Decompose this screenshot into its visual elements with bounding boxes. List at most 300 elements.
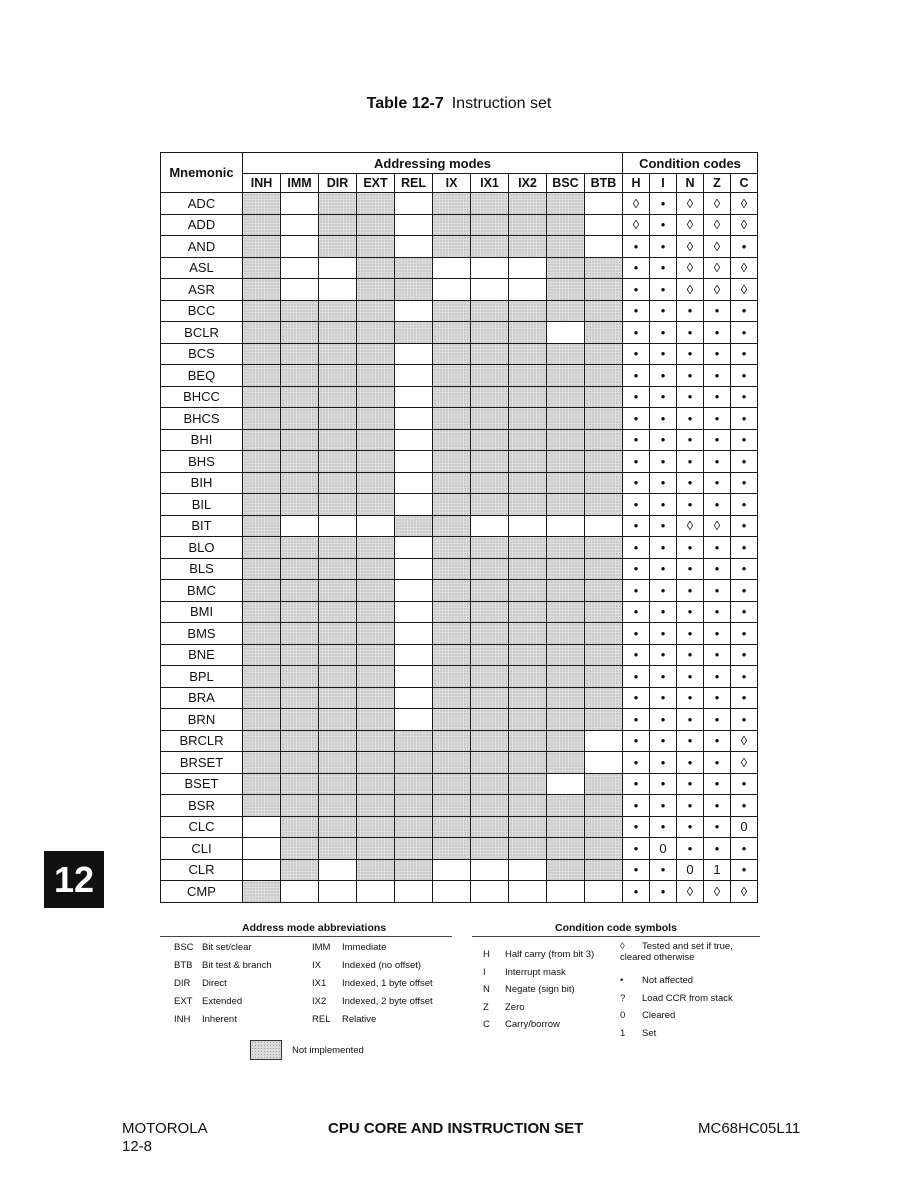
mode-cell <box>433 881 471 903</box>
mode-abbreviation: IX <box>312 960 321 971</box>
mode-cell <box>395 644 433 666</box>
legend-item <box>620 1010 675 1021</box>
not-implemented-cell <box>585 666 623 688</box>
condition-code-cell: • <box>623 429 650 451</box>
condition-code-cell: ◊ <box>731 257 758 279</box>
condition-code-cell: • <box>650 193 677 215</box>
not-implemented-cell <box>319 494 357 516</box>
mnemonic-cell: BMC <box>161 580 243 602</box>
column-header-row <box>161 174 758 193</box>
condition-description: Zero <box>505 1001 525 1013</box>
not-implemented-cell <box>471 816 509 838</box>
condition-code-cell: • <box>677 558 704 580</box>
condition-code-cell: • <box>623 451 650 473</box>
not-implemented-cell <box>509 386 547 408</box>
not-implemented-cell <box>509 709 547 731</box>
not-implemented-cell <box>433 322 471 344</box>
legend-item <box>312 996 433 1007</box>
not-implemented-cell <box>509 451 547 473</box>
condition-code-cell: ◊ <box>704 257 731 279</box>
condition-code-cell: ◊ <box>677 515 704 537</box>
condition-code-cell: ◊ <box>677 279 704 301</box>
condition-description: Carry/borrow <box>505 1019 560 1030</box>
condition-code-cell: • <box>650 322 677 344</box>
condition-code-cell: • <box>623 365 650 387</box>
mode-cell <box>585 515 623 537</box>
table-row <box>161 257 758 279</box>
mode-cell <box>357 881 395 903</box>
condition-code-cell: • <box>731 429 758 451</box>
not-implemented-cell <box>357 257 395 279</box>
not-implemented-cell <box>471 601 509 623</box>
condition-code-cell: • <box>731 343 758 365</box>
not-implemented-cell <box>433 558 471 580</box>
not-implemented-cell <box>319 472 357 494</box>
condition-code-cell: • <box>650 644 677 666</box>
not-implemented-cell <box>547 709 585 731</box>
condition-code-cell: • <box>704 666 731 688</box>
condition-code-cell: • <box>623 580 650 602</box>
mode-description: Immediate <box>342 942 387 953</box>
condition-code-cell: • <box>677 494 704 516</box>
condition-code-cell: • <box>677 537 704 559</box>
condition-code-cell: • <box>731 709 758 731</box>
table-row <box>161 494 758 516</box>
condition-code-cell: ◊ <box>731 214 758 236</box>
legend-item <box>483 949 594 960</box>
mnemonic-cell: CMP <box>161 881 243 903</box>
not-implemented-cell <box>395 838 433 860</box>
not-implemented-cell <box>433 709 471 731</box>
condition-code-cell: ◊ <box>731 730 758 752</box>
condition-code-cell: • <box>650 558 677 580</box>
condition-code-cell: ◊ <box>623 214 650 236</box>
condition-code-cell: • <box>623 623 650 645</box>
mode-header-ix2: IX2 <box>509 174 547 193</box>
condition-code-cell: • <box>731 537 758 559</box>
condition-code-cell: • <box>623 494 650 516</box>
not-implemented-cell <box>471 773 509 795</box>
not-implemented-cell <box>585 773 623 795</box>
condition-code-cell: • <box>704 494 731 516</box>
not-implemented-cell <box>547 601 585 623</box>
mode-cell <box>585 193 623 215</box>
table-title: Instruction set <box>451 95 552 112</box>
mnemonic-cell: ADD <box>161 214 243 236</box>
mnemonic-cell: BHI <box>161 429 243 451</box>
not-implemented-cell <box>357 601 395 623</box>
condition-code-cell: • <box>731 386 758 408</box>
not-implemented-cell <box>281 408 319 430</box>
mode-cell <box>395 666 433 688</box>
legend-item <box>620 1028 656 1039</box>
not-implemented-cell <box>471 537 509 559</box>
not-implemented-cell <box>471 451 509 473</box>
mode-cell <box>509 859 547 881</box>
not-implemented-cell <box>471 730 509 752</box>
table-row <box>161 386 758 408</box>
not-implemented-cell <box>357 644 395 666</box>
table-row <box>161 408 758 430</box>
not-implemented-cell <box>509 343 547 365</box>
mnemonic-cell: BMI <box>161 601 243 623</box>
condition-code-cell: • <box>677 601 704 623</box>
condition-code-cell: • <box>731 494 758 516</box>
mode-cell <box>395 687 433 709</box>
condition-code-cell: • <box>704 687 731 709</box>
not-implemented-cell <box>319 580 357 602</box>
mnemonic-cell: BHCC <box>161 386 243 408</box>
not-implemented-cell <box>547 429 585 451</box>
mnemonic-cell: BHS <box>161 451 243 473</box>
mode-cell <box>509 515 547 537</box>
condition-code-cell: • <box>650 537 677 559</box>
mode-cell <box>281 193 319 215</box>
condition-code-cell: • <box>623 601 650 623</box>
table-caption <box>0 95 918 113</box>
not-implemented-cell <box>433 300 471 322</box>
mode-cell <box>281 214 319 236</box>
mode-cell <box>471 257 509 279</box>
not-implemented-cell <box>433 687 471 709</box>
mode-cell <box>471 279 509 301</box>
condition-code-cell: • <box>650 408 677 430</box>
not-implemented-cell <box>281 752 319 774</box>
not-implemented-cell <box>585 709 623 731</box>
not-implemented-cell <box>281 429 319 451</box>
condition-code-cell: • <box>623 752 650 774</box>
mode-abbreviation: BSC <box>174 942 194 953</box>
not-implemented-cell <box>547 365 585 387</box>
legend-item <box>620 941 740 963</box>
not-implemented-cell <box>319 429 357 451</box>
not-implemented-cell <box>433 193 471 215</box>
not-implemented-cell <box>433 666 471 688</box>
mode-cell <box>395 193 433 215</box>
not-implemented-cell <box>243 236 281 258</box>
flag-header-z: Z <box>704 174 731 193</box>
table-row <box>161 580 758 602</box>
not-implemented-cell <box>433 494 471 516</box>
not-implemented-cell <box>357 365 395 387</box>
not-implemented-cell <box>471 623 509 645</box>
flag-header-n: N <box>677 174 704 193</box>
mode-cell <box>433 859 471 881</box>
condition-code-cell: • <box>623 386 650 408</box>
condition-code-cell: • <box>623 881 650 903</box>
not-implemented-cell <box>509 601 547 623</box>
not-implemented-cell <box>433 644 471 666</box>
condition-code-cell: • <box>704 730 731 752</box>
not-implemented-cell <box>357 537 395 559</box>
not-implemented-cell <box>357 300 395 322</box>
condition-code-cell: • <box>704 429 731 451</box>
condition-code-cell: ◊ <box>731 752 758 774</box>
not-implemented-cell <box>281 558 319 580</box>
mnemonic-cell: BMS <box>161 623 243 645</box>
condition-code-cell: • <box>677 752 704 774</box>
mnemonic-cell: BCLR <box>161 322 243 344</box>
condition-code-cell: • <box>704 816 731 838</box>
not-implemented-cell <box>395 752 433 774</box>
table-row <box>161 279 758 301</box>
condition-symbol: C <box>483 1019 490 1030</box>
legend-divider <box>160 936 452 937</box>
not-implemented-cell <box>585 623 623 645</box>
not-implemented-cell <box>471 558 509 580</box>
not-implemented-cell <box>471 644 509 666</box>
mode-cell <box>585 752 623 774</box>
not-implemented-cell <box>547 279 585 301</box>
condition-code-cell: • <box>623 300 650 322</box>
condition-code-cell: • <box>650 709 677 731</box>
mode-description: Bit set/clear <box>202 942 252 953</box>
table-row <box>161 322 758 344</box>
condition-code-cell: • <box>677 300 704 322</box>
condition-code-cell: ◊ <box>677 193 704 215</box>
mnemonic-cell: BCS <box>161 343 243 365</box>
mnemonic-cell: BRA <box>161 687 243 709</box>
condition-symbol: ? <box>620 992 626 1004</box>
condition-code-cell: • <box>704 451 731 473</box>
mode-cell <box>471 859 509 881</box>
not-implemented-cell <box>471 580 509 602</box>
addressing-modes-header: Addressing modes <box>243 153 623 174</box>
not-implemented-cell <box>243 429 281 451</box>
condition-code-cell: • <box>731 451 758 473</box>
condition-code-cell: • <box>650 429 677 451</box>
mode-cell <box>395 236 433 258</box>
mode-cell <box>585 881 623 903</box>
mode-cell <box>395 343 433 365</box>
not-implemented-cell <box>281 623 319 645</box>
condition-code-cell: • <box>731 666 758 688</box>
condition-code-cell: • <box>650 386 677 408</box>
not-implemented-cell <box>243 343 281 365</box>
not-implemented-cell <box>319 365 357 387</box>
not-implemented-cell <box>433 343 471 365</box>
not-implemented-cell <box>281 644 319 666</box>
not-implemented-cell <box>547 730 585 752</box>
chapter-tab: 12 <box>44 851 104 908</box>
not-implemented-cell <box>433 816 471 838</box>
not-implemented-cell <box>243 580 281 602</box>
condition-code-cell: • <box>731 236 758 258</box>
legend-item <box>312 978 433 989</box>
not-implemented-cell <box>471 300 509 322</box>
condition-code-cell: • <box>623 687 650 709</box>
condition-code-cell: • <box>650 343 677 365</box>
mode-abbreviation: DIR <box>174 978 191 989</box>
mnemonic-header: Mnemonic <box>161 153 243 193</box>
not-implemented-cell <box>509 795 547 817</box>
not-implemented-cell <box>471 322 509 344</box>
not-implemented-cell <box>357 386 395 408</box>
condition-code-cell: • <box>650 365 677 387</box>
not-implemented-cell <box>547 838 585 860</box>
not-implemented-cell <box>319 709 357 731</box>
condition-code-cell: • <box>731 773 758 795</box>
not-implemented-cell <box>509 816 547 838</box>
not-implemented-cell <box>319 408 357 430</box>
condition-code-cell: • <box>650 795 677 817</box>
condition-code-cell: • <box>704 623 731 645</box>
mode-cell <box>395 623 433 645</box>
condition-code-cell: ◊ <box>704 193 731 215</box>
mode-cell <box>281 236 319 258</box>
not-implemented-cell <box>509 666 547 688</box>
not-implemented-cell <box>281 666 319 688</box>
table-row <box>161 558 758 580</box>
not-implemented-cell <box>319 386 357 408</box>
footer-brand: MOTOROLA <box>122 1120 208 1137</box>
condition-code-cell: • <box>623 515 650 537</box>
not-implemented-cell <box>319 795 357 817</box>
condition-code-cell: • <box>650 752 677 774</box>
not-implemented-cell <box>357 236 395 258</box>
mnemonic-cell: ASL <box>161 257 243 279</box>
not-implemented-cell <box>319 343 357 365</box>
condition-code-cell: ◊ <box>704 515 731 537</box>
footer-part-number: MC68HC05L11 <box>698 1120 801 1137</box>
condition-code-cell: • <box>623 795 650 817</box>
table-row <box>161 193 758 215</box>
mode-header-btb: BTB <box>585 174 623 193</box>
mode-header-ix1: IX1 <box>471 174 509 193</box>
table-row <box>161 429 758 451</box>
condition-code-cell: • <box>650 236 677 258</box>
condition-code-cell: • <box>623 343 650 365</box>
address-mode-legend-title: Address mode abbreviations <box>242 922 387 934</box>
not-implemented-cell <box>319 558 357 580</box>
mode-header-ix: IX <box>433 174 471 193</box>
mode-cell <box>281 257 319 279</box>
mode-abbreviation: IX1 <box>312 978 327 989</box>
condition-symbol: N <box>483 984 490 995</box>
footer-section-title: CPU CORE AND INSTRUCTION SET <box>328 1120 584 1137</box>
condition-code-cell: • <box>650 494 677 516</box>
not-implemented-cell <box>585 257 623 279</box>
condition-symbol: 0 <box>620 1010 626 1021</box>
mode-cell <box>547 773 585 795</box>
not-implemented-cell <box>471 214 509 236</box>
not-implemented-cell <box>319 816 357 838</box>
not-implemented-cell <box>243 537 281 559</box>
table-row <box>161 687 758 709</box>
table-row <box>161 795 758 817</box>
condition-symbol: • <box>620 975 624 986</box>
condition-code-cell: 1 <box>704 859 731 881</box>
mode-description: Indexed, 2 byte offset <box>342 996 433 1007</box>
not-implemented-cell <box>585 386 623 408</box>
flag-header-i: I <box>650 174 677 193</box>
condition-code-cell: ◊ <box>677 236 704 258</box>
not-implemented-cell <box>433 580 471 602</box>
not-implemented-cell <box>357 859 395 881</box>
not-implemented-cell <box>585 472 623 494</box>
condition-description: Not affected <box>642 975 694 986</box>
table-row <box>161 537 758 559</box>
not-implemented-cell <box>509 558 547 580</box>
condition-code-cell: ◊ <box>704 279 731 301</box>
not-implemented-cell <box>433 537 471 559</box>
not-implemented-cell <box>585 451 623 473</box>
not-implemented-cell <box>471 752 509 774</box>
condition-code-cell: • <box>623 816 650 838</box>
footer-page-number: 12-8 <box>122 1138 153 1155</box>
condition-code-cell: • <box>623 730 650 752</box>
condition-description: Load CCR from stack <box>642 992 733 1004</box>
condition-code-cell: • <box>650 623 677 645</box>
not-implemented-cell <box>585 601 623 623</box>
mode-cell <box>395 365 433 387</box>
not-implemented-cell <box>547 558 585 580</box>
not-implemented-cell <box>471 429 509 451</box>
not-implemented-cell <box>547 451 585 473</box>
condition-code-cell: • <box>704 322 731 344</box>
condition-code-cell: • <box>731 859 758 881</box>
table-row <box>161 623 758 645</box>
condition-code-cell: • <box>623 773 650 795</box>
not-implemented-cell <box>319 236 357 258</box>
not-implemented-cell <box>281 816 319 838</box>
mode-cell <box>395 494 433 516</box>
condition-symbol: H <box>483 949 490 960</box>
mnemonic-cell: BRSET <box>161 752 243 774</box>
not-implemented-cell <box>243 193 281 215</box>
table-row <box>161 515 758 537</box>
not-implemented-cell <box>547 687 585 709</box>
mode-abbreviation: REL <box>312 1014 331 1025</box>
not-implemented-cell <box>471 687 509 709</box>
mode-abbreviation: INH <box>174 1014 191 1025</box>
not-implemented-cell <box>281 687 319 709</box>
not-implemented-cell <box>243 773 281 795</box>
not-implemented-cell <box>281 494 319 516</box>
condition-description: Set <box>642 1027 657 1039</box>
not-implemented-cell <box>509 472 547 494</box>
condition-code-cell: • <box>704 386 731 408</box>
legend-item <box>174 960 272 971</box>
not-implemented-cell <box>509 322 547 344</box>
not-implemented-cell <box>243 881 281 903</box>
condition-code-cell: • <box>731 558 758 580</box>
not-implemented-cell <box>319 193 357 215</box>
not-implemented-cell <box>357 279 395 301</box>
mode-cell <box>395 558 433 580</box>
condition-code-cell: • <box>623 644 650 666</box>
condition-code-cell: • <box>731 472 758 494</box>
instruction-rows <box>161 193 758 903</box>
mnemonic-cell: ASR <box>161 279 243 301</box>
not-implemented-cell <box>357 752 395 774</box>
condition-codes-header: Condition codes <box>623 153 758 174</box>
condition-code-cell: • <box>650 214 677 236</box>
not-implemented-cell <box>433 601 471 623</box>
not-implemented-cell <box>243 451 281 473</box>
mode-cell <box>395 709 433 731</box>
not-implemented-cell <box>547 300 585 322</box>
mnemonic-cell: BSR <box>161 795 243 817</box>
not-implemented-cell <box>471 709 509 731</box>
condition-code-cell: • <box>704 537 731 559</box>
table-row <box>161 451 758 473</box>
not-implemented-cell <box>547 386 585 408</box>
mode-cell <box>319 279 357 301</box>
table-row <box>161 343 758 365</box>
not-implemented-cell <box>243 515 281 537</box>
table-row <box>161 300 758 322</box>
